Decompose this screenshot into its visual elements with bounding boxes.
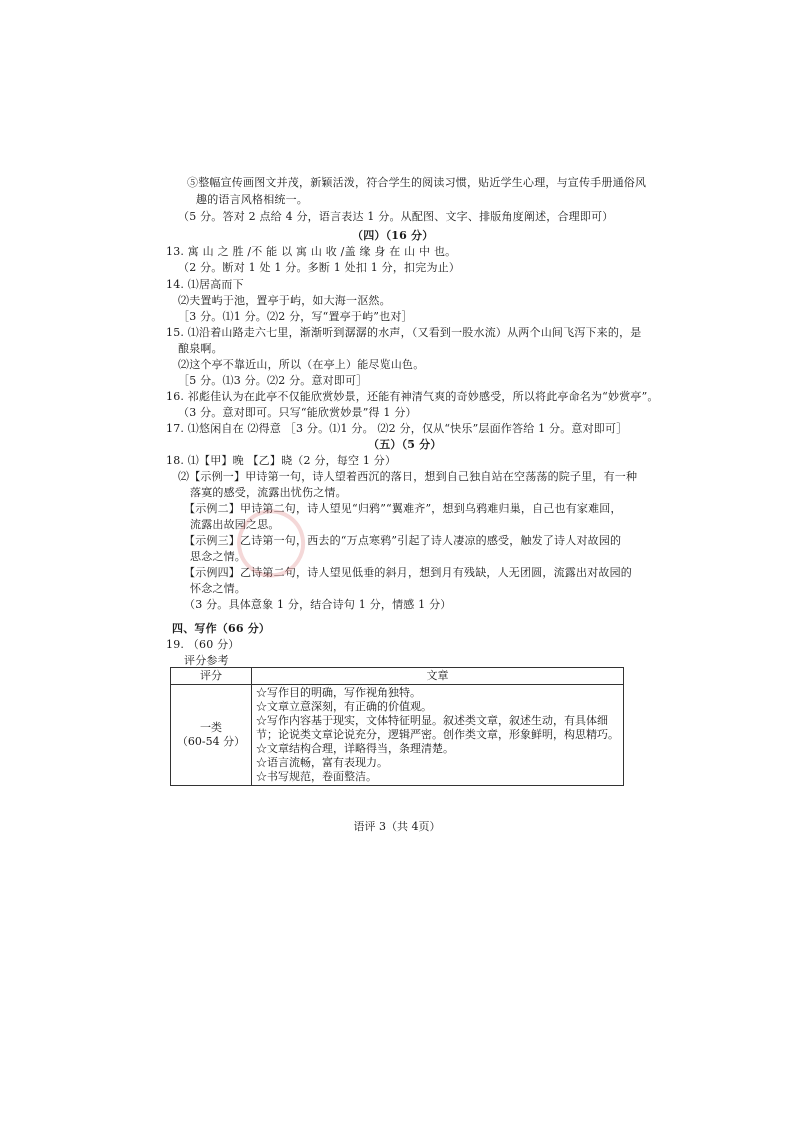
grade-label: 一类 xyxy=(200,721,222,734)
answer-line: 【示例三】乙诗第一句，西去的“万点寒鸦”引起了诗人凄凉的感受，触发了诗人对故园的 xyxy=(184,534,622,547)
answer-line: 流露出故园之思。 xyxy=(190,518,280,531)
question-17: 17. ⑴悠闲自在 ⑵得意 ［3 分。⑴1 分。 ⑵2 分，仅从“快乐”层面作答给 1 分。意对即可］ xyxy=(166,422,628,435)
grade-range: （60-54 分） xyxy=(176,735,246,748)
criteria-item: ☆写作目的明确，写作视角独特。 xyxy=(256,686,421,699)
answer-line: 酿泉啊。 xyxy=(178,342,223,355)
question-14: 14. ⑴居高而下 xyxy=(166,278,244,291)
answer-line: ［3 分。⑴1 分。⑵2 分，写“置亭于屿”也对］ xyxy=(178,310,413,323)
criteria-cell xyxy=(252,685,624,786)
answer-line: ⑵这个亭不靠近山，所以（在亭上）能尽览山色。 xyxy=(178,358,425,371)
section-heading: （四）（16 分） xyxy=(352,229,434,242)
answer-line: （3 分。具体意象 1 分，结合诗句 1 分，情感 1 分） xyxy=(184,598,452,611)
answer-line: 【示例四】乙诗第二句，诗人望见低垂的斜月，想到月有残缺，人无团圆，流露出对故园的 xyxy=(184,566,632,579)
answer-line: 思念之情。 xyxy=(190,550,246,563)
criteria-item: ☆文章立意深刻，有正确的价值观。 xyxy=(256,700,432,713)
answer-line: （2 分。断对 1 处 1 分。多断 1 处扣 1 分，扣完为止） xyxy=(178,261,461,274)
criteria-item: ☆文章结构合理，详略得当，条理清楚。 xyxy=(256,742,454,755)
answer-line: ⑵夫置屿于池，置亭于屿，如大海一沤然。 xyxy=(178,294,391,307)
answer-line: 趣的语言风格相统一。 xyxy=(196,193,308,206)
criteria-item: ☆语言流畅，富有表现力。 xyxy=(256,756,388,769)
table-caption: 评分参考 xyxy=(184,654,229,667)
section-heading-writing: 四、写作（66 分） xyxy=(172,622,271,635)
criteria-item: ☆写作内容基于现实，文体特征明显。叙述类文章，叙述生动，有具体细 xyxy=(256,714,608,727)
answer-line: 怀念之情。 xyxy=(190,582,246,595)
scoring-table xyxy=(170,667,624,786)
answer-line: ⑵【示例一】甲诗第一句，诗人望着西沉的落日，想到自己独自站在空荡荡的院子里，有一种 xyxy=(178,470,638,483)
answer-line: 【示例二】甲诗第二句，诗人望见“归鸦”“翼难齐”，想到乌鸦难归巢，自己也有家难回， xyxy=(184,502,622,515)
question-13: 13. 寓 山 之 胜 /不 能 以 寓 山 收 /盖 缘 身 在 山 中 也。 xyxy=(166,245,457,258)
answer-line: ［5 分。⑴3 分。⑵2 分。意对即可］ xyxy=(178,374,368,387)
answer-line: 落寞的感受，流露出忧伤之情。 xyxy=(190,486,347,499)
answer-line: （3 分。意对即可。只写“能欣赏妙景”得 1 分） xyxy=(178,406,417,419)
table-header-row xyxy=(171,668,624,685)
table-row xyxy=(171,685,624,786)
grade-cell xyxy=(171,685,252,786)
question-19: 19. （60 分） xyxy=(166,638,240,651)
criteria-item: ☆书写规范，卷面整洁。 xyxy=(256,770,377,783)
section-heading: （五）（5 分） xyxy=(368,438,442,451)
header-article: 文章 xyxy=(252,668,624,685)
answer-line: ⑤整幅宣传画图文并茂，新颖活泼，符合学生的阅读习惯，贴近学生心理，与宣传手册通俗风 xyxy=(187,176,647,189)
criteria-item: 节；论说类文章论说充分，逻辑严密。创作类文章，形象鲜明，构思精巧。 xyxy=(256,728,619,741)
question-18: 18. ⑴【甲】晚 【乙】晓（2 分，每空 1 分） xyxy=(166,454,397,467)
answer-line: （5 分。答对 2 点给 4 分，语言表达 1 分。从配图、文字、排版角度阐述，合理即可） xyxy=(178,210,614,223)
header-grade: 评分 xyxy=(171,668,252,685)
page-footer: 语评 3（共 4页） xyxy=(353,820,441,833)
question-15: 15. ⑴沿着山路走六七里，渐渐听到潺潺的水声，（又看到一股水流）从两个山间飞泻下来的，是 xyxy=(166,326,642,339)
question-16: 16. 祁彪佳认为在此亭不仅能欣赏妙景，还能有神清气爽的奇妙感受，所以将此亭命名为“妙赏亭”。 xyxy=(166,390,659,403)
